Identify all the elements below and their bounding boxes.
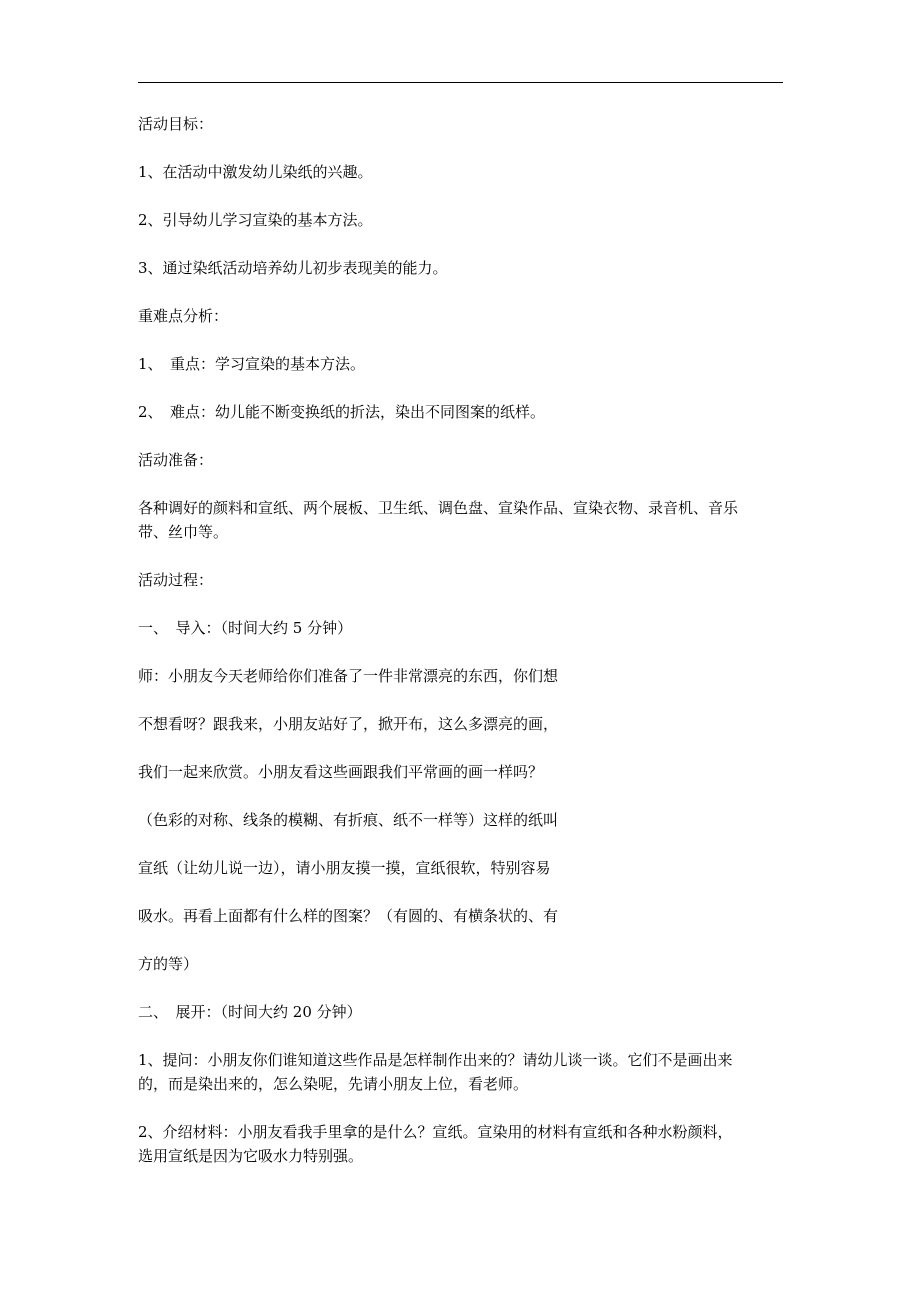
heading-activity-goals: 活动目标： xyxy=(138,115,214,133)
paragraph-line: 宣纸（让幼儿说一边），请小朋友摸一摸，宣纸很软，特别容易 xyxy=(138,859,551,877)
paragraph-line: 师：小朋友今天老师给你们准备了一件非常漂亮的东西，你们想 xyxy=(138,667,559,685)
heading-process: 活动过程： xyxy=(138,571,214,589)
difficulty-item: 2、 难点：幼儿能不断变换纸的折法，染出不同图案的纸样。 xyxy=(138,403,546,421)
paragraph-line: 我们一起来欣赏。小朋友看这些画跟我们平常画的画一样吗？ xyxy=(138,763,544,781)
paragraph-line: 不想看呀？跟我来，小朋友站好了，掀开布，这么多漂亮的画， xyxy=(138,715,559,733)
paragraph-line: 方的等） xyxy=(138,955,199,973)
goal-item: 3、通过染纸活动培养幼儿初步表现美的能力。 xyxy=(138,259,448,277)
step-heading-intro: 一、 导入：（时间大约 5 分钟） xyxy=(138,619,353,637)
paragraph-line: 的，而是染出来的，怎么染呢，先请小朋友上位，看老师。 xyxy=(138,1075,529,1093)
preparation-text: 各种调好的颜料和宣纸、两个展板、卫生纸、调色盘、宣染作品、宣染衣物、录音机、音乐 xyxy=(138,499,739,517)
key-point-item: 1、 重点：学习宣染的基本方法。 xyxy=(138,355,366,373)
paragraph-line: 2、介绍材料：小朋友看我手里拿的是什么？宣纸。宣染用的材料有宣纸和各种水粉颜料， xyxy=(138,1123,733,1141)
goal-item: 1、在活动中激发幼儿染纸的兴趣。 xyxy=(138,163,373,181)
header-rule xyxy=(138,82,783,83)
paragraph-line: （色彩的对称、线条的模糊、有折痕、纸不一样等）这样的纸叫 xyxy=(138,811,559,829)
goal-item: 2、引导幼儿学习宣染的基本方法。 xyxy=(138,211,373,229)
heading-key-difficulties: 重难点分析： xyxy=(138,307,229,325)
preparation-text: 带、丝巾等。 xyxy=(138,523,229,541)
paragraph-line: 吸水。再看上面都有什么样的图案？（有圆的、有横条状的、有 xyxy=(138,907,559,925)
paragraph-line: 选用宣纸是因为它吸水力特别强。 xyxy=(138,1147,364,1165)
step-heading-expand: 二、 展开：（时间大约 20 分钟） xyxy=(138,1003,362,1021)
paragraph-line: 1、提问：小朋友你们谁知道这些作品是怎样制作出来的？请幼儿谈一谈。它们不是画出来 xyxy=(138,1051,733,1069)
heading-preparation: 活动准备： xyxy=(138,451,214,469)
